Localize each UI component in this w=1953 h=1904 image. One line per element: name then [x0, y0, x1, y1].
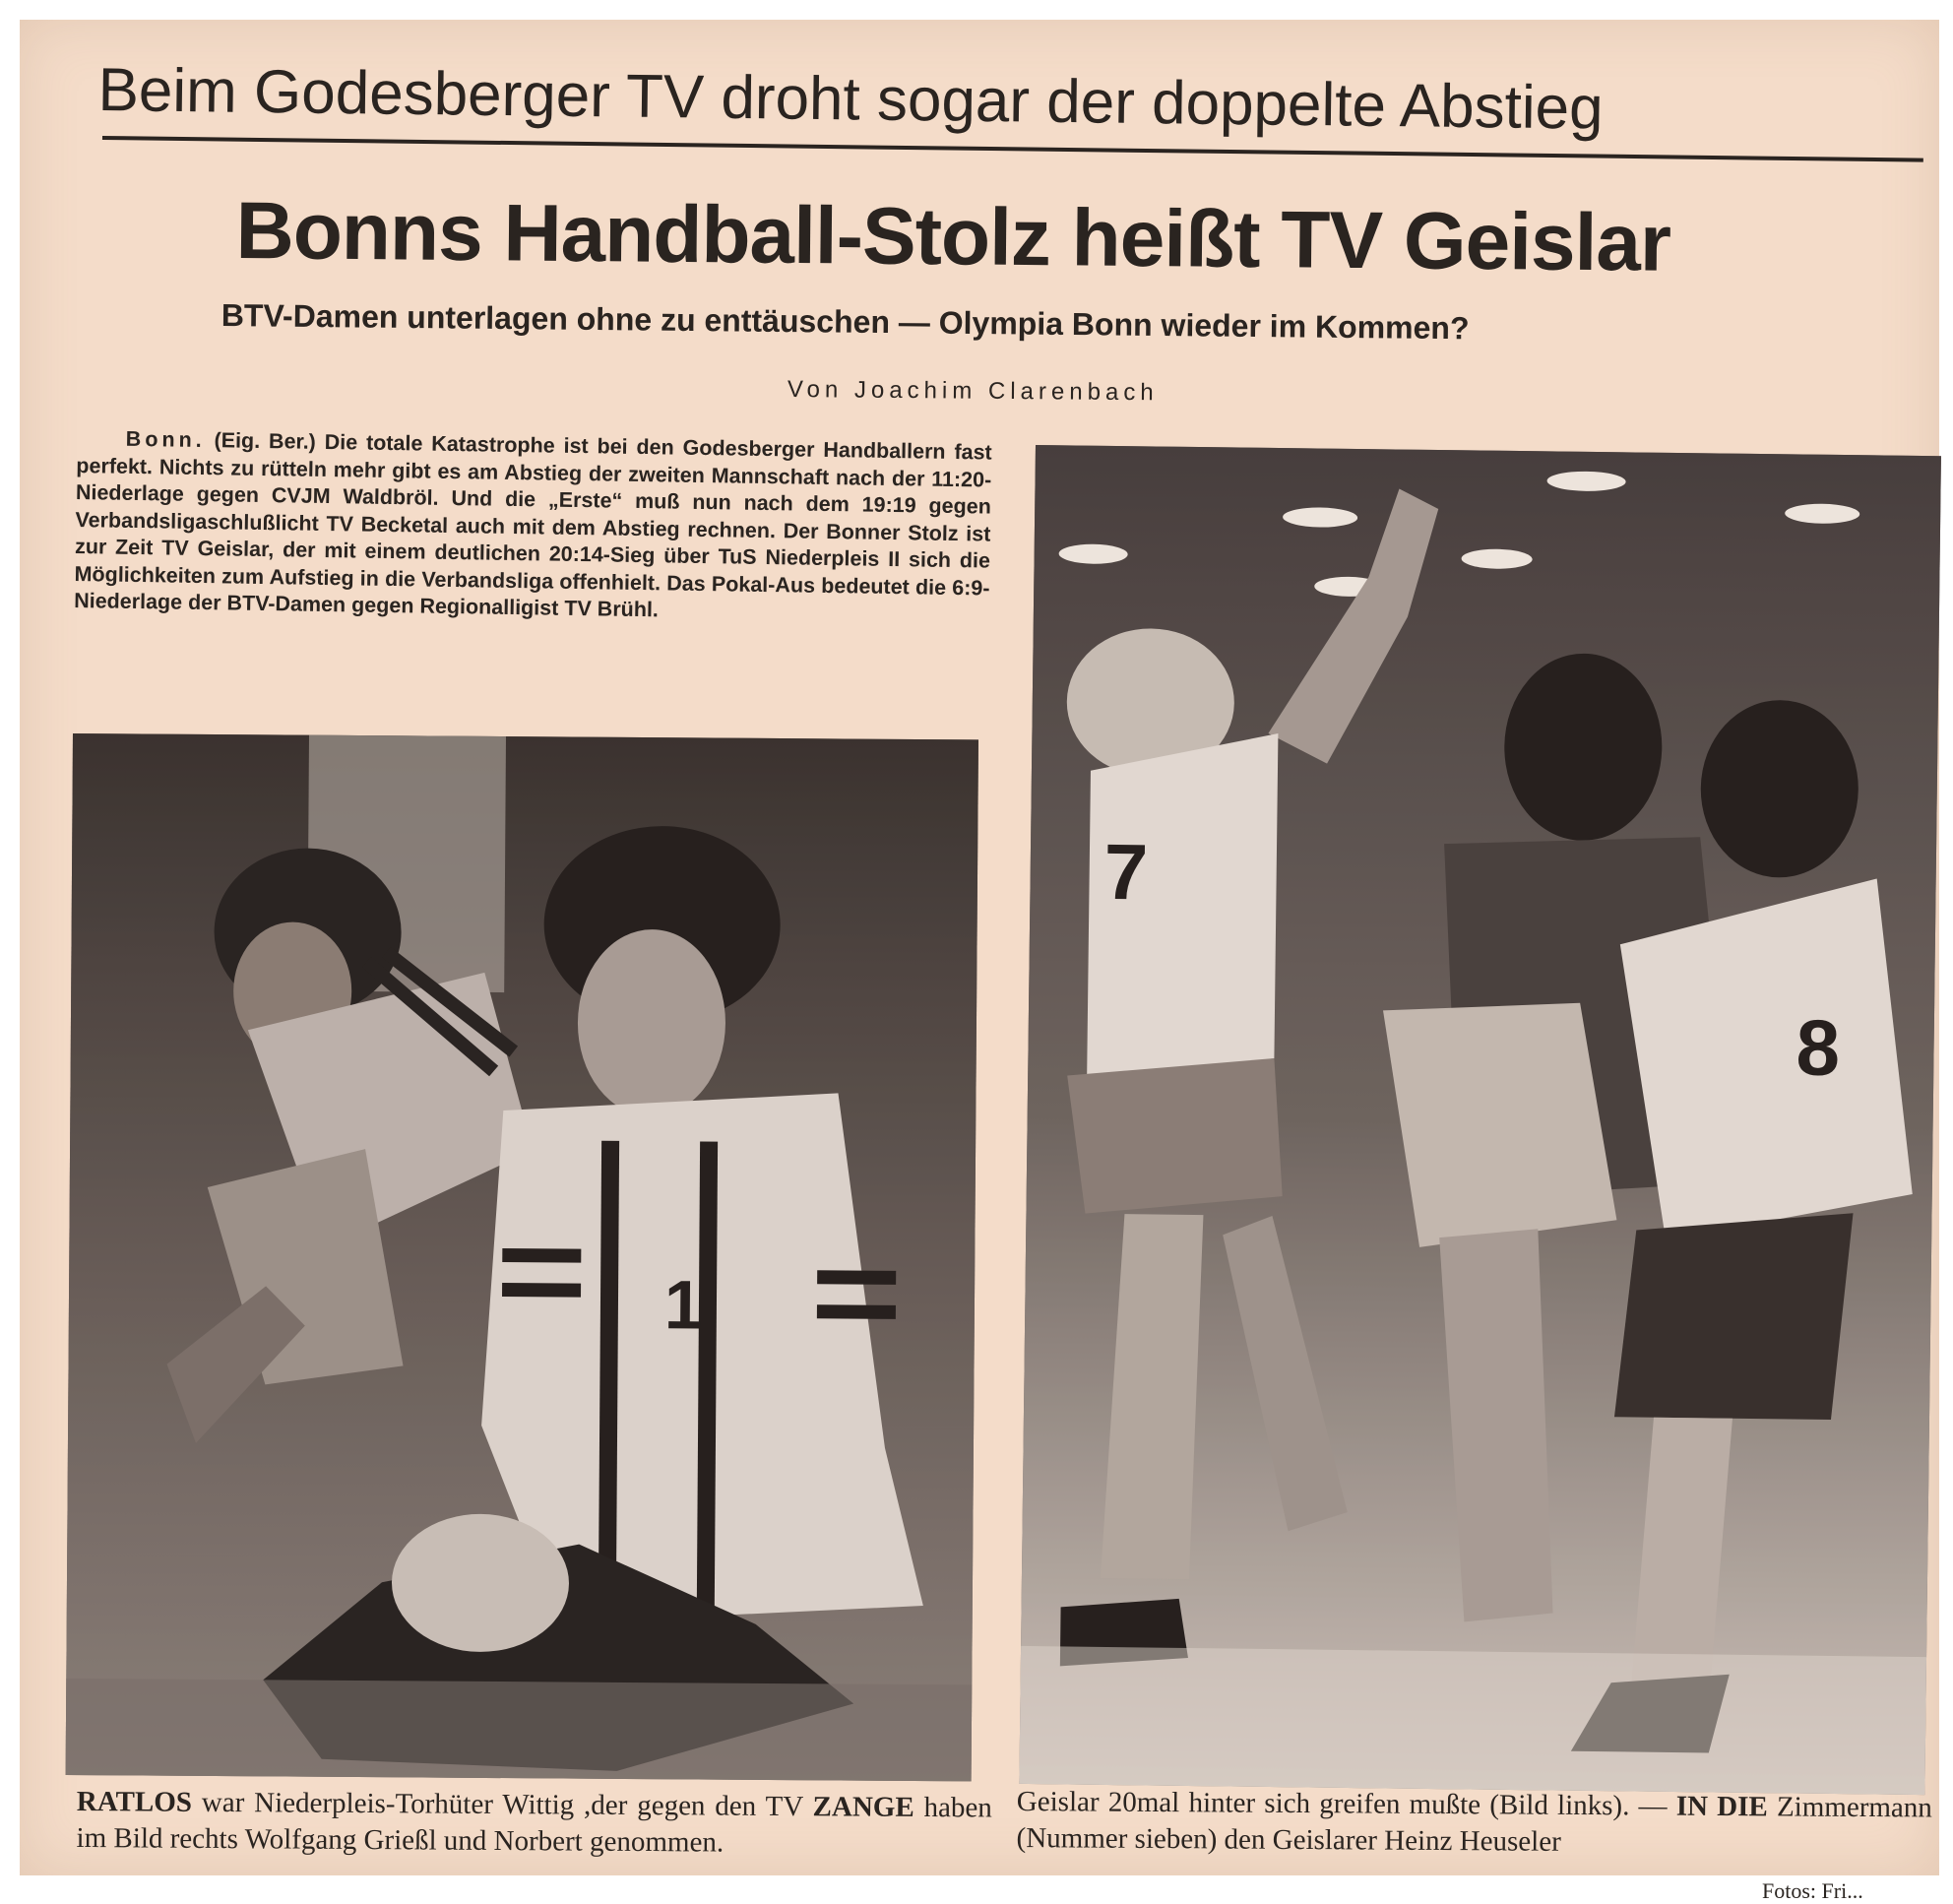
goalkeeper-jersey-number: 1	[663, 1266, 704, 1344]
caption-right-text-1: Geislar 20mal hinter sich greifen mußte (Bild links). —	[1016, 1786, 1668, 1822]
article-body-text: (Eig. Ber.) Die totale Katastrophe ist bei den Godesberger Handballern fast perfekt. Nichts zu rütteln mehr gibt es am Abstieg der zweiten Mannschaft nach der 11:20-Niederlage gegen CVJM Waldbröl. Und die „Erste“ muß nun nach dem 19:19 gegen Verbandsligaschlußlicht TV Becketal auch mit dem Abstieg rechnen. Der Bonner Stolz ist zur Zeit TV Geislar, der mit einem deutlichen 20:14-Sieg über TuS Niederpleis II sich die Möglichkeiten zum Aufstieg in die Verbandsliga offenhielt. Das Pokal-Aus bedeutet die 6:9-Niederlage der BTV-Damen gegen Regionalligist TV Brühl.	[74, 428, 992, 622]
newspaper-clipping	[20, 20, 1939, 1903]
caption-label-zange: ZANGE	[812, 1791, 914, 1823]
goalkeeper-photo-illustration	[66, 733, 978, 1781]
players-photo-illustration	[1019, 445, 1941, 1795]
player-jersey-number-7: 7	[1103, 827, 1149, 917]
subheadline: BTV-Damen unterlagen ohne zu enttäuschen — Olympia Bonn wieder im Kommen?	[220, 297, 1470, 347]
caption-label-in-die: IN DIE	[1675, 1790, 1768, 1823]
kicker-headline: Beim Godesberger TV droht sogar der doppelte Abstieg	[97, 55, 1604, 143]
caption-left-text-1: war Niederpleis-Torhüter Wittig ,der gegen den TV	[201, 1786, 803, 1823]
article-body	[74, 425, 992, 629]
caption-right-text-2: Zimmermann (Nummer sieben) den Geislarer Heinz Heuseler	[1016, 1791, 1932, 1858]
caption-left	[76, 1784, 991, 1863]
byline: Von Joachim Clarenbach	[787, 376, 1159, 407]
main-headline: Bonns Handball-Stolz heißt TV Geislar	[235, 185, 1671, 288]
caption-label-ratlos: RATLOS	[76, 1786, 193, 1818]
photo-credit: Fotos: Fri...	[1762, 1878, 1863, 1903]
caption-right	[1016, 1784, 1931, 1863]
photo-players-jumping	[1019, 445, 1941, 1795]
dateline: Bonn.	[125, 426, 206, 453]
caption-left-text-2: haben im Bild rechts Wolfgang Grießl und Norbert genommen.	[76, 1792, 992, 1859]
player-jersey-number-8: 8	[1796, 1003, 1841, 1093]
photo-goalkeeper	[66, 733, 978, 1781]
